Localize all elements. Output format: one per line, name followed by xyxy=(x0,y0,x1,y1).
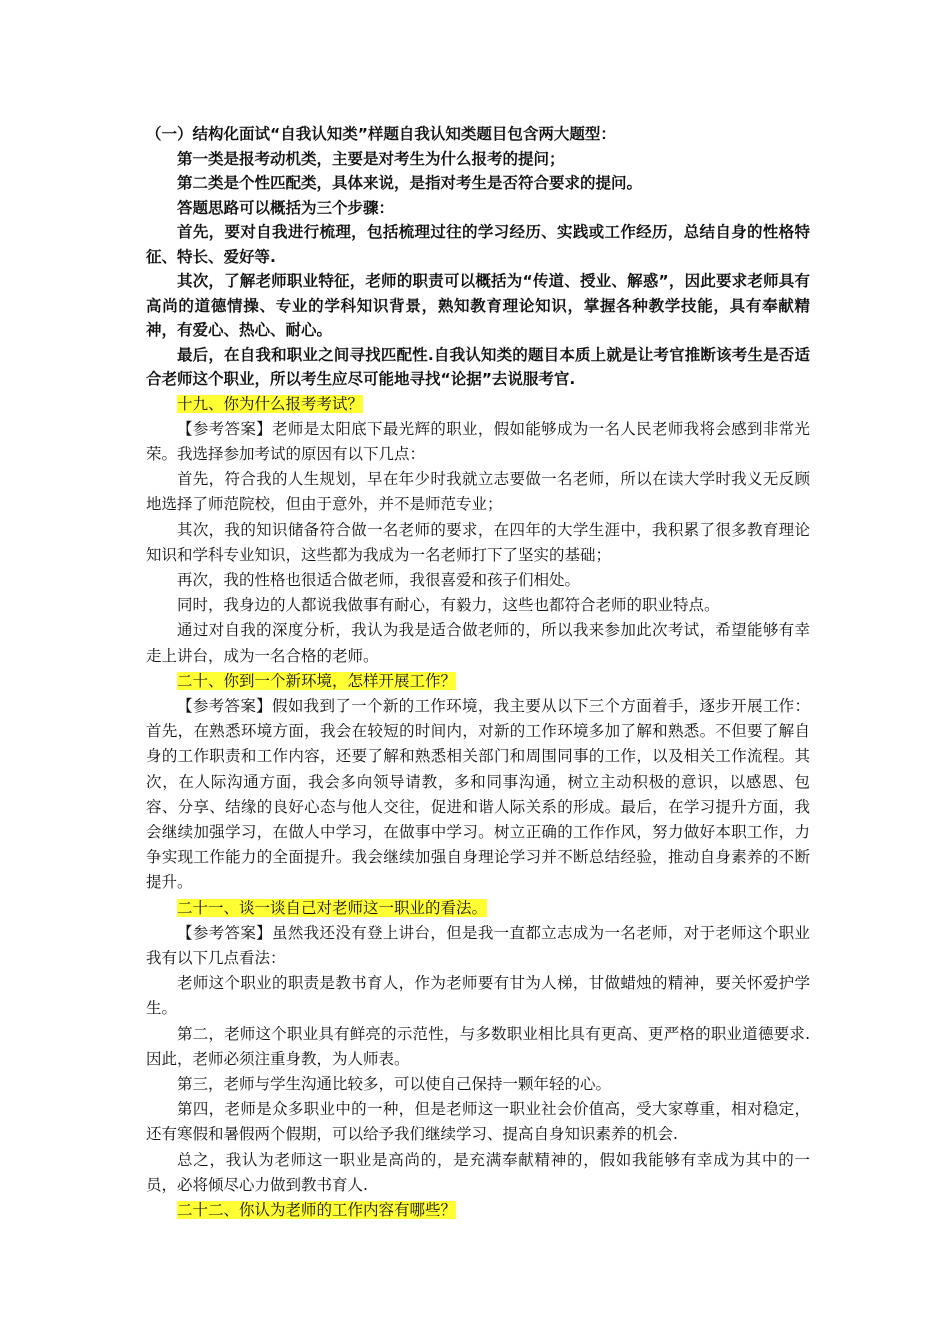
answer-paragraph: 【参考答案】假如我到了一个新的工作环境，我主要从以下三个方面着手，逐步开展工作：首先，在熟悉环境方面，我会在较短的时间内，对新的工作环境多加了解和熟悉。不但要了解自身的工作职责和工作内容，还要了解和熟悉相关部门和周围同事的工作，以及相关工作流程。其次，在人际沟通方面，我会多向领导请教，多和同事沟通，树立主动积极的意识，以感恩、包容、分享、结缘的良好心态与他人交往，促进和谐人际关系的形成。最后，在学习提升方面，我会继续加强学习，在做人中学习，在做事中学习。树立正确的工作作风，努力做好本职工作，力争实现工作能力的全面提升。我会继续加强自身理论学习并不断总结经验，推动自身素养的不断提升。 xyxy=(146,696,810,892)
answer-paragraph: 同时，我身边的人都说我做事有耐心，有毅力，这些也都符合老师的职业特点。 xyxy=(177,596,720,615)
section-heading: （一）结构化面试“自我认知类”样题自我认知类题目包含两大题型： xyxy=(146,125,616,143)
answer-paragraph: 其次，我的知识储备符合做一名老师的要求，在四年的大学生涯中，我积累了很多教育理论知识和学科专业知识，这些都为我成为一名老师打下了坚实的基础； xyxy=(146,520,810,564)
question-22-highlight: 二十二、你认为老师的工作内容有哪些？ xyxy=(177,1201,457,1219)
answer-paragraph: 【参考答案】虽然我还没有登上讲台，但是我一直都立志成为一名老师，对于老师这个职业我有以下几点看法： xyxy=(146,923,810,967)
step-2: 其次，了解老师职业特征，老师的职责可以概括为“传道、授业、解惑”，因此要求老师具有高尚的道德情操、专业的学科知识背景，熟知教育理论知识，掌握各种教学技能，具有奉献精神，有爱心、热心、耐心。 xyxy=(146,272,810,339)
intro-section xyxy=(146,122,810,392)
step-3: 最后，在自我和职业之间寻找匹配性.自我认知类的题目本质上就是让考官推断该考生是否适合老师这个职业，所以考生应尽可能地寻找“论据”去说服考官. xyxy=(146,345,810,388)
answer-paragraph: 首先，符合我的人生规划，早在年少时我就立志要做一名老师，所以在读大学时我义无反顾地选择了师范院校，但由于意外，并不是师范专业； xyxy=(146,470,810,514)
question-type-1: 第一类是报考动机类，主要是对考生为什么报考的提问； xyxy=(177,149,565,168)
question-22 xyxy=(146,1198,810,1223)
question-type-2: 第二类是个性匹配类，具体来说，是指对考生是否符合要求的提问。 xyxy=(177,174,643,192)
question-21-highlight: 二十一、谈一谈自己对老师这一职业的看法。 xyxy=(177,898,488,917)
answer-paragraph: 【参考答案】老师是太阳底下最光辉的职业，假如能够成为一名人民老师我将会感到非常光荣。我选择参加考试的原因有以下几点： xyxy=(146,419,810,463)
answer-paragraph: 再次，我的性格也很适合做老师，我很喜爱和孩子们相处。 xyxy=(177,570,581,589)
step-1: 首先，要对自我进行梳理，包括梳理过往的学习经历、实践或工作经历，总结自身的性格特征、特长、爱好等. xyxy=(146,223,810,266)
question-21 xyxy=(146,896,810,921)
answer-paragraph: 老师这个职业的职责是教书育人，作为老师要有甘为人梯，甘做蜡烛的精神，要关怀爱护学生。 xyxy=(146,974,810,1018)
question-19 xyxy=(146,392,810,417)
steps-intro: 答题思路可以概括为三个步骤： xyxy=(177,198,395,217)
question-20-highlight: 二十、你到一个新环境，怎样开展工作？ xyxy=(177,671,457,690)
answer-paragraph: 第三，老师与学生沟通比较多，可以使自己保持一颗年轻的心。 xyxy=(177,1074,612,1093)
answer-paragraph: 通过对自我的深度分析，我认为我是适合做老师的，所以我来参加此次考试，希望能够有幸走上讲台，成为一名合格的老师。 xyxy=(146,621,810,665)
document-page xyxy=(146,122,810,1223)
answer-paragraph: 第四，老师是众多职业中的一种，但是老师这一职业社会价值高，受大家尊重，相对稳定，还有寒假和暑假两个假期，可以给予我们继续学习、提高自身知识素养的机会. xyxy=(146,1100,810,1144)
question-20 xyxy=(146,669,810,694)
questions-section xyxy=(146,392,810,1224)
answer-paragraph: 总之，我认为老师这一职业是高尚的，是充满奉献精神的，假如我能够有幸成为其中的一员，必将倾尽心力做到教书育人. xyxy=(146,1150,810,1194)
answer-paragraph: 第二，老师这个职业具有鲜亮的示范性，与多数职业相比具有更高、更严格的职业道德要求.因此，老师必须注重身教，为人师表。 xyxy=(146,1024,810,1068)
question-19-highlight: 十九、你为什么报考考试？ xyxy=(177,394,364,413)
